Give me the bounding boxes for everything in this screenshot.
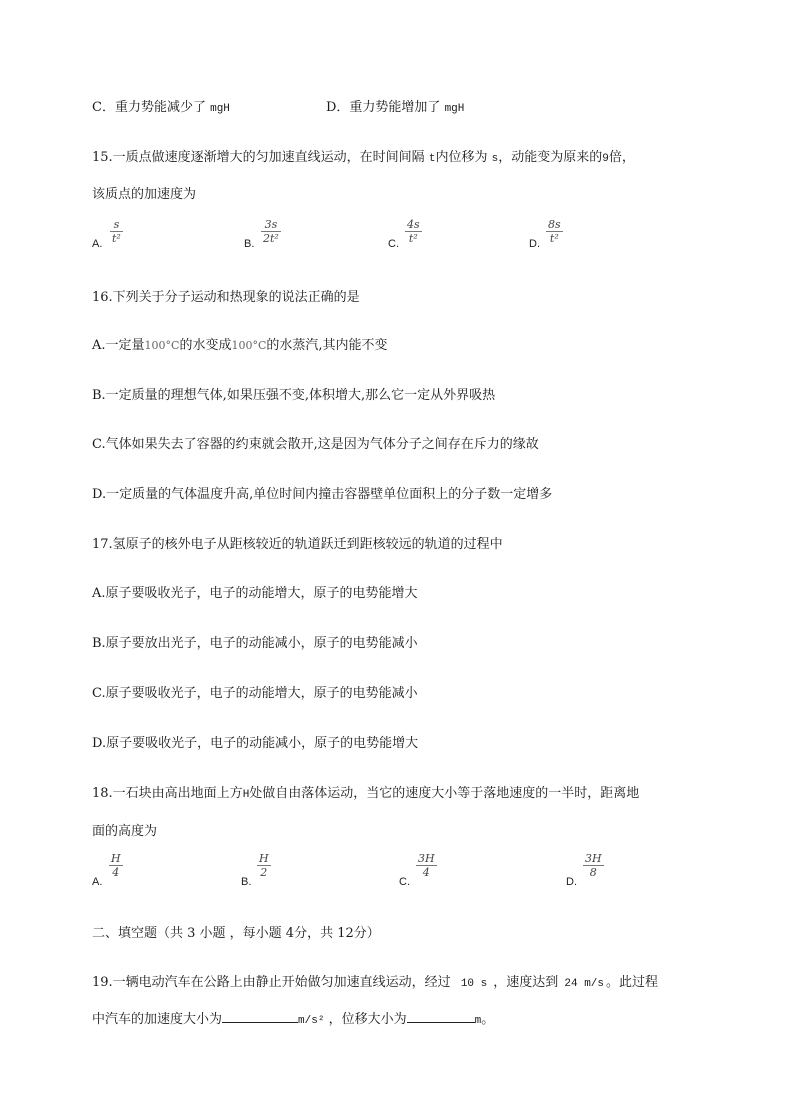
q19-time-value: 10 s — [460, 978, 488, 990]
q18-stem-part: 处做自由落体运动，当它的速度大小等于落地速度的一半时，距离地 — [249, 786, 640, 801]
q14-option-d — [326, 96, 464, 115]
q15-option-c-label: C. — [388, 238, 399, 250]
q15-option-a-fraction — [110, 218, 123, 245]
displacement-unit: m — [474, 1015, 482, 1027]
q16-option-c: C.气体如果失去了容器的约束就会散开,这是因为气体分子之间存在斥力的缘故 — [92, 437, 539, 452]
q18-option-c-fraction — [416, 852, 437, 879]
q15-option-c-denominator: t² — [408, 232, 418, 245]
acceleration-unit: m/s² — [298, 1015, 325, 1027]
q19-line2-part: 。 — [481, 1012, 495, 1027]
displacement-answer-blank[interactable] — [407, 1009, 475, 1023]
q18-option-a-numerator: H — [111, 852, 121, 865]
q17-option-b: B.原子要放出光子，电子的动能减小，原子的电势能减小 — [92, 636, 418, 651]
q14-option-d-text: D．重力势能增加了 — [326, 100, 441, 115]
q16-option-b: B.一定质量的理想气体,如果压强不变,体积增大,那么它一定从外界吸热 — [92, 388, 496, 403]
q15-stem-part: 内位移为 — [435, 150, 488, 165]
q18-option-a-denominator: 4 — [112, 866, 120, 879]
q15-var-t: t — [428, 153, 436, 165]
q14-option-c-text: C．重力势能减少了 — [92, 100, 206, 115]
q18-option-c-label: C. — [399, 876, 410, 888]
q15-option-b-numerator: 3s — [261, 218, 281, 232]
q18-stem-line2: 面的高度为 — [92, 824, 158, 839]
acceleration-answer-blank[interactable] — [222, 1009, 298, 1023]
q15-option-a-denominator: t² — [112, 232, 121, 245]
q19-stem-part: 19.一辆电动汽车在公路上由静止开始做匀加速直线运动，经过 — [92, 975, 451, 990]
q17-stem: 17.氢原子的核外电子从距核较近的轨道跃迁到距核较远的轨道的过程中 — [92, 537, 503, 552]
q18-option-b-fraction — [257, 852, 271, 879]
q19-speed-value: 24 m/s — [564, 978, 604, 990]
q15-option-d-numerator: 8s — [548, 218, 561, 231]
q18-stem-part: 18.一石块由高出地面上方 — [92, 786, 243, 801]
q16-option-d: D.一定质量的气体温度升高,单位时间内撞击容器壁单位面积上的分子数一定增多 — [92, 487, 553, 502]
q15-option-b-fraction — [261, 218, 281, 245]
q15-option-b-label: B. — [244, 238, 255, 250]
q15-stem-line2: 该质点的加速度为 — [92, 187, 197, 202]
q19-stem-part: 。此过程 — [606, 975, 659, 990]
q14-option-c — [92, 96, 230, 115]
q18-option-c-numerator: 3H — [418, 852, 435, 865]
q15-var-s: s — [491, 153, 499, 165]
q16-option-a-part: 的水变成 — [179, 338, 232, 353]
q15-option-d-denominator: t² — [549, 232, 559, 245]
q18-option-b-numerator: H — [259, 852, 269, 865]
q18-stem — [92, 782, 639, 801]
q15-option-a-label: A. — [92, 238, 103, 250]
q19-line2-part: ，位移大小为 — [328, 1012, 407, 1027]
q15-option-d-label: D. — [529, 238, 540, 250]
q15-stem-part: 15.一质点做速度逐渐增大的匀加速直线运动，在时间间隔 — [92, 150, 425, 165]
q15-stem-part: 倍， — [608, 150, 635, 165]
q17-option-a: A.原子要吸收光子，电子的动能增大，原子的电势能增大 — [92, 586, 418, 601]
q15-stem — [92, 146, 635, 165]
q18-option-d-fraction — [583, 852, 604, 879]
q19-stem-part: ，速度达到 — [493, 975, 559, 990]
q18-option-a-label: A. — [92, 876, 103, 888]
q19-stem — [92, 971, 658, 990]
q16-option-a-part: 的水蒸汽,其内能不变 — [266, 338, 388, 353]
q15-option-c-numerator: 4s — [407, 218, 420, 231]
q18-option-d-numerator: 3H — [585, 852, 602, 865]
q18-option-d-label: D. — [566, 876, 577, 888]
q18-var-h: H — [242, 789, 250, 801]
q18-option-b-label: B. — [241, 876, 252, 888]
q15-option-d-fraction — [546, 218, 563, 245]
q18-option-a-fraction — [109, 852, 123, 879]
q15-stem-part: ，动能变为原来的 — [498, 150, 603, 165]
q17-option-d: D.原子要吸收光子，电子的动能减小，原子的电势能增大 — [92, 736, 419, 751]
q15-option-c-fraction — [405, 218, 422, 245]
q16-temperature: 100°C — [144, 339, 180, 352]
q16-option-a-part: A.一定量 — [92, 338, 145, 353]
q16-temperature: 100°C — [231, 339, 267, 352]
q16-option-a — [92, 334, 388, 353]
q19-line2-part: 中汽车的加速度大小为 — [92, 1012, 223, 1027]
q18-option-d-denominator: 8 — [589, 866, 597, 879]
q14-option-d-value: mgH — [444, 103, 465, 115]
q19-line2 — [92, 1008, 494, 1027]
q15-num-9: 9 — [602, 153, 609, 165]
q16-stem: 16.下列关于分子运动和热现象的说法正确的是 — [92, 290, 360, 305]
q18-option-b-denominator: 2 — [260, 866, 268, 879]
q18-option-c-denominator: 4 — [422, 866, 430, 879]
q15-option-a-numerator: s — [110, 218, 123, 232]
section-heading-fill-in: 二、填空题（共 3 小题 ，每小题 4分，共 12分） — [92, 926, 380, 941]
q15-option-b-denominator: 2t² — [263, 232, 279, 245]
q17-option-c: C.原子要吸收光子，电子的动能增大，原子的电势能减小 — [92, 686, 418, 701]
q14-option-c-value: mgH — [210, 103, 230, 115]
